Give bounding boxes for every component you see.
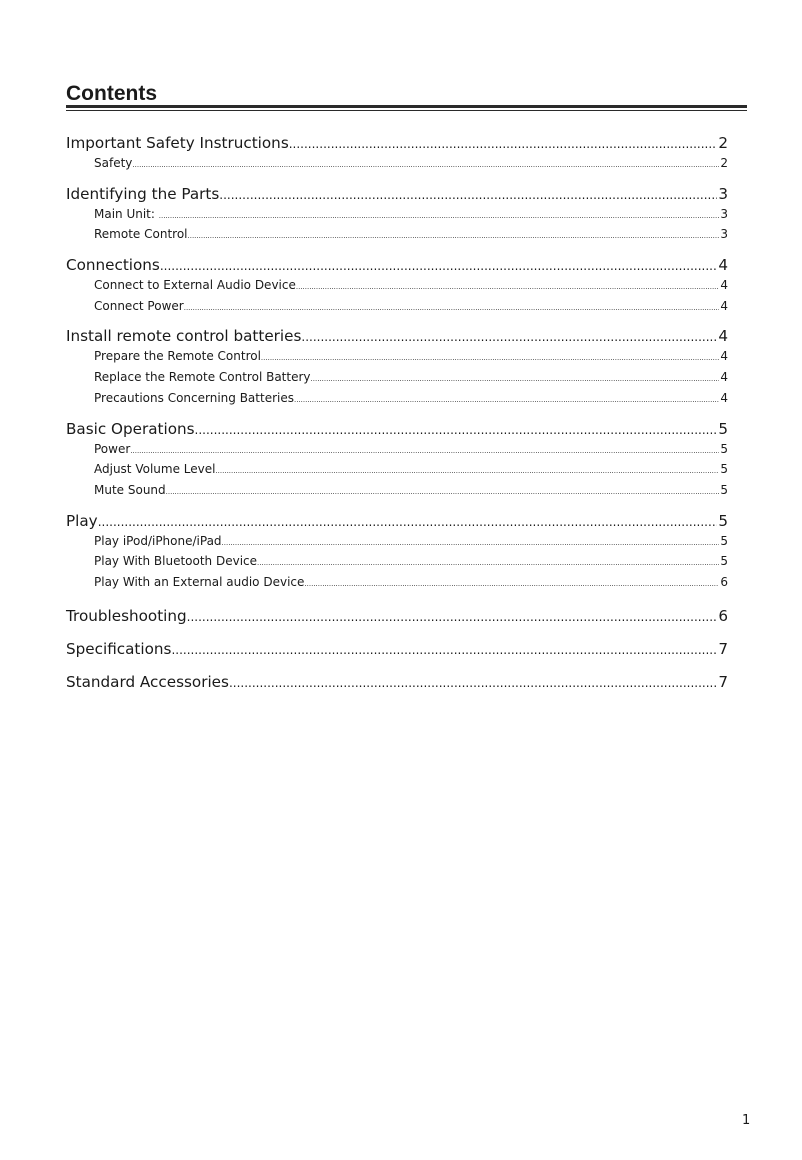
dot-leader bbox=[159, 204, 720, 227]
toc-entry-page: 6 bbox=[720, 574, 728, 589]
toc-entry-page: 3 bbox=[720, 227, 728, 242]
dot-leader bbox=[301, 326, 717, 347]
page-number: 1 bbox=[742, 1113, 751, 1128]
toc-entry-label: Identifying the Parts bbox=[66, 184, 220, 203]
table-of-contents bbox=[66, 133, 728, 702]
toc-entry-label: Remote Control bbox=[94, 227, 188, 242]
dot-leader bbox=[171, 639, 717, 660]
toc-entry-page: 5 bbox=[720, 441, 728, 456]
toc-entry-page: 6 bbox=[718, 606, 728, 625]
dot-leader bbox=[187, 606, 718, 627]
toc-entry-page: 5 bbox=[720, 462, 728, 477]
toc-section bbox=[66, 326, 728, 408]
dot-leader bbox=[222, 531, 720, 554]
toc-entry-main[interactable] bbox=[66, 133, 728, 153]
toc-entry-main[interactable] bbox=[66, 606, 728, 626]
toc-entry-main[interactable] bbox=[66, 639, 728, 659]
toc-entry-page: 4 bbox=[720, 390, 728, 405]
dot-leader bbox=[304, 572, 719, 595]
toc-entry-sub[interactable] bbox=[66, 367, 728, 388]
dot-leader bbox=[294, 388, 719, 411]
title-rule-thin bbox=[66, 110, 747, 111]
toc-entry-label: Play With Bluetooth Device bbox=[94, 554, 258, 569]
toc-entry-sub[interactable] bbox=[66, 346, 728, 367]
toc-entry-page: 5 bbox=[718, 511, 728, 530]
toc-section bbox=[66, 419, 728, 501]
dot-leader bbox=[296, 275, 720, 298]
toc-entry-label: Install remote control batteries bbox=[66, 327, 302, 346]
dot-leader bbox=[184, 296, 720, 319]
toc-entry-page: 7 bbox=[718, 639, 728, 658]
toc-entry-label: Mute Sound bbox=[94, 482, 166, 497]
dot-leader bbox=[229, 672, 717, 693]
toc-section bbox=[66, 511, 728, 593]
toc-section bbox=[66, 606, 728, 626]
toc-entry-page: 4 bbox=[720, 278, 728, 293]
toc-entry-label: Play With an External audio Device bbox=[94, 574, 305, 589]
dot-leader bbox=[160, 255, 717, 276]
toc-entry-page: 2 bbox=[720, 156, 728, 170]
toc-section bbox=[66, 133, 728, 174]
toc-entry-sub[interactable] bbox=[66, 551, 728, 572]
dot-leader bbox=[219, 184, 717, 205]
dot-leader bbox=[130, 439, 719, 462]
toc-entry-label: Specifications bbox=[66, 639, 172, 658]
toc-section bbox=[66, 184, 728, 245]
title-rule-thick bbox=[66, 105, 747, 108]
toc-entry-sub[interactable] bbox=[66, 439, 728, 460]
toc-entry-sub[interactable] bbox=[66, 296, 728, 317]
toc-entry-page: 4 bbox=[720, 370, 728, 385]
toc-section bbox=[66, 255, 728, 316]
dot-leader bbox=[98, 511, 718, 532]
toc-entry-main[interactable] bbox=[66, 419, 728, 439]
toc-entry-sub[interactable] bbox=[66, 459, 728, 480]
toc-entry-label: Replace the Remote Control Battery bbox=[94, 370, 311, 385]
toc-entry-label: Prepare the Remote Control bbox=[94, 349, 261, 364]
toc-entry-page: 3 bbox=[718, 184, 728, 203]
toc-entry-main[interactable] bbox=[66, 255, 728, 275]
toc-entry-label: Basic Operations bbox=[66, 419, 195, 438]
toc-entry-page: 4 bbox=[718, 256, 728, 275]
toc-entry-label: Troubleshooting bbox=[66, 606, 187, 625]
toc-entry-page: 5 bbox=[720, 533, 728, 548]
dot-leader bbox=[289, 133, 718, 154]
toc-entry-sub[interactable] bbox=[66, 275, 728, 296]
toc-entry-main[interactable] bbox=[66, 184, 728, 204]
dot-leader bbox=[132, 153, 719, 176]
dot-leader bbox=[215, 459, 719, 482]
toc-entry-label: Important Safety Instructions bbox=[66, 134, 289, 152]
toc-entry-page: 4 bbox=[720, 349, 728, 364]
dot-leader bbox=[166, 480, 720, 503]
toc-entry-main[interactable] bbox=[66, 326, 728, 346]
toc-entry-label: Play bbox=[66, 511, 98, 530]
toc-entry-label: Connections bbox=[66, 256, 160, 275]
toc-entry-sub[interactable] bbox=[66, 531, 728, 552]
toc-entry-label: Standard Accessories bbox=[66, 672, 229, 691]
toc-entry-page: 5 bbox=[718, 419, 728, 438]
toc-entry-main[interactable] bbox=[66, 672, 728, 692]
dot-leader bbox=[195, 419, 718, 440]
toc-entry-label: Power bbox=[94, 441, 131, 456]
toc-entry-page: 2 bbox=[718, 134, 728, 152]
toc-entry-page: 5 bbox=[720, 482, 728, 497]
toc-entry-main[interactable] bbox=[66, 511, 728, 531]
dot-leader bbox=[188, 224, 720, 247]
toc-entry-page: 4 bbox=[718, 327, 728, 346]
toc-entry-label: Precautions Concerning Batteries bbox=[94, 390, 294, 405]
toc-entry-sub[interactable] bbox=[66, 153, 728, 174]
toc-entry-label: Play iPod/iPhone/iPad bbox=[94, 533, 222, 548]
toc-entry-sub[interactable] bbox=[66, 224, 728, 245]
dot-leader bbox=[311, 367, 720, 390]
toc-entry-sub[interactable] bbox=[66, 572, 728, 593]
dot-leader bbox=[261, 346, 719, 369]
toc-entry-page: 7 bbox=[718, 672, 728, 691]
toc-entry-label: Connect Power bbox=[94, 298, 184, 313]
toc-section bbox=[66, 672, 728, 692]
dot-leader bbox=[257, 551, 719, 574]
toc-entry-label: Main Unit: bbox=[94, 206, 159, 221]
toc-entry-label: Safety bbox=[94, 156, 133, 170]
page-title: Contents bbox=[66, 82, 157, 105]
toc-entry-page: 5 bbox=[720, 554, 728, 569]
toc-entry-page: 3 bbox=[720, 206, 728, 221]
toc-entry-label: Connect to External Audio Device bbox=[94, 278, 296, 293]
toc-section bbox=[66, 639, 728, 659]
toc-entry-page: 4 bbox=[720, 298, 728, 313]
toc-entry-label: Adjust Volume Level bbox=[94, 462, 216, 477]
toc-entry-sub[interactable] bbox=[66, 480, 728, 501]
toc-entry-sub[interactable] bbox=[66, 204, 728, 225]
toc-entry-sub[interactable] bbox=[66, 388, 728, 409]
